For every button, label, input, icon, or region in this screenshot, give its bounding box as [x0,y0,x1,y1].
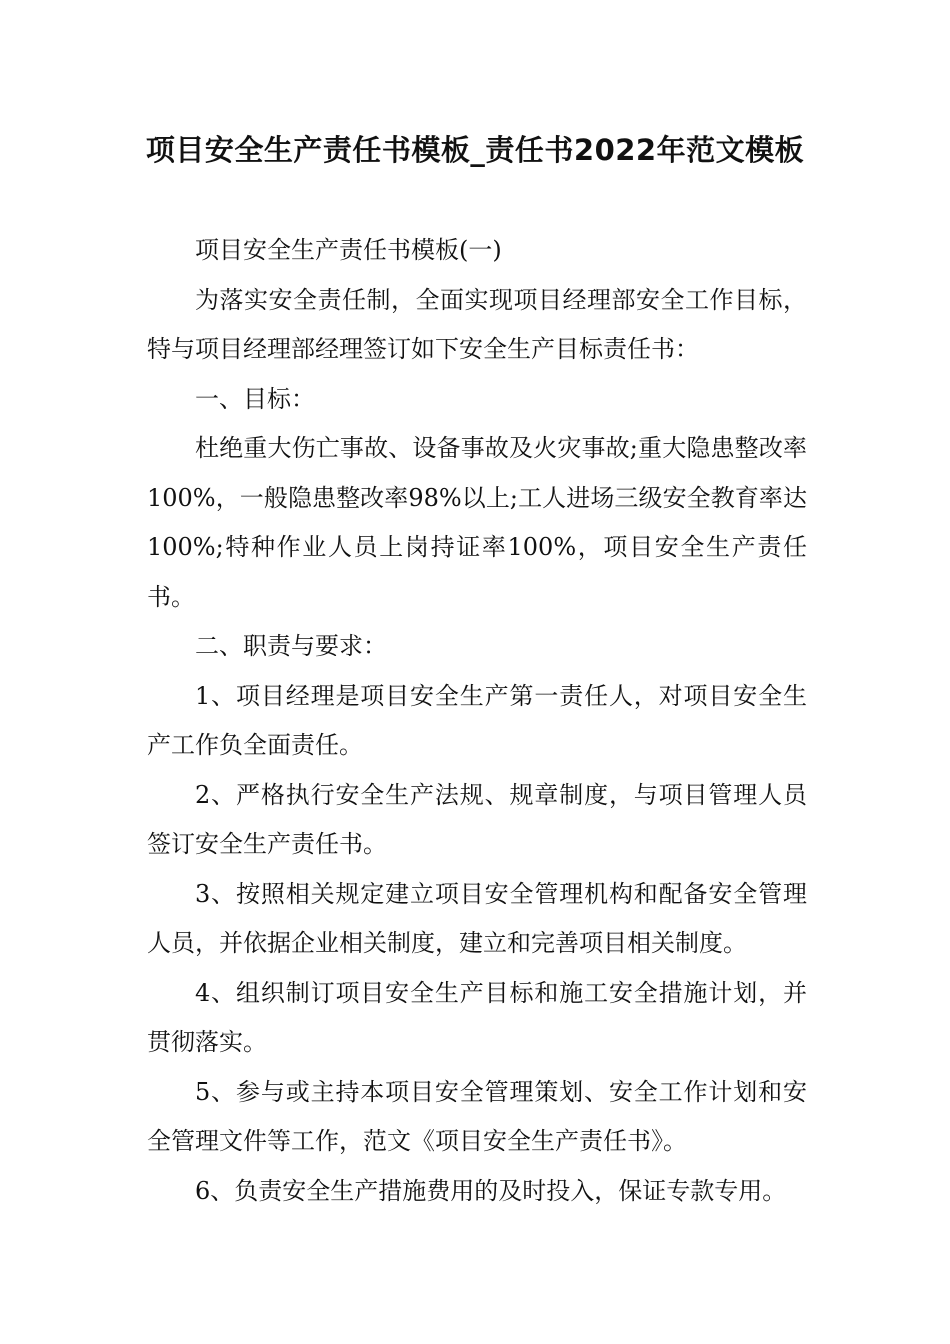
section-heading-goals: 一、目标： [195,384,315,413]
paragraph-subtitle: 项目安全生产责任书模板(一) [195,236,502,264]
duty-item-3: 3、按照相关规定建立项目安全管理机构和配备安全管理人员，并依据企业相关制度，建立和完善项目相关制度。 [147,879,807,957]
duty-item-1: 1、项目经理是项目安全生产第一责任人，对项目安全生产工作负全面责任。 [147,681,807,759]
paragraph-intro: 为落实安全责任制，全面实现项目经理部安全工作目标，特与项目经理部经理签订如下安全生产目标责任书： [147,285,807,363]
duty-item-2: 2、严格执行安全生产法规、规章制度，与项目管理人员签订安全生产责任书。 [147,780,807,858]
duty-item-6: 6、负责安全生产措施费用的及时投入，保证专款专用。 [195,1176,787,1205]
document-title: 项目安全生产责任书模板_责任书2022年范文模板 [145,133,805,167]
document-body [147,226,807,1216]
paragraph-goals: 杜绝重大伤亡事故、设备事故及火灾事故;重大隐患整改率100%，一般隐患整改率98%以上;工人进场三级安全教育率达100%;特种作业人员上岗持证率100%，项目安全生产责任书。 [147,434,807,611]
section-heading-duties: 二、职责与要求： [195,632,387,660]
duty-item-5: 5、参与或主持本项目安全管理策划、安全工作计划和安全管理文件等工作，范文《项目安全生产责任书》。 [147,1077,807,1155]
duty-item-4: 4、组织制订项目安全生产目标和施工安全措施计划，并贯彻落实。 [147,978,807,1056]
